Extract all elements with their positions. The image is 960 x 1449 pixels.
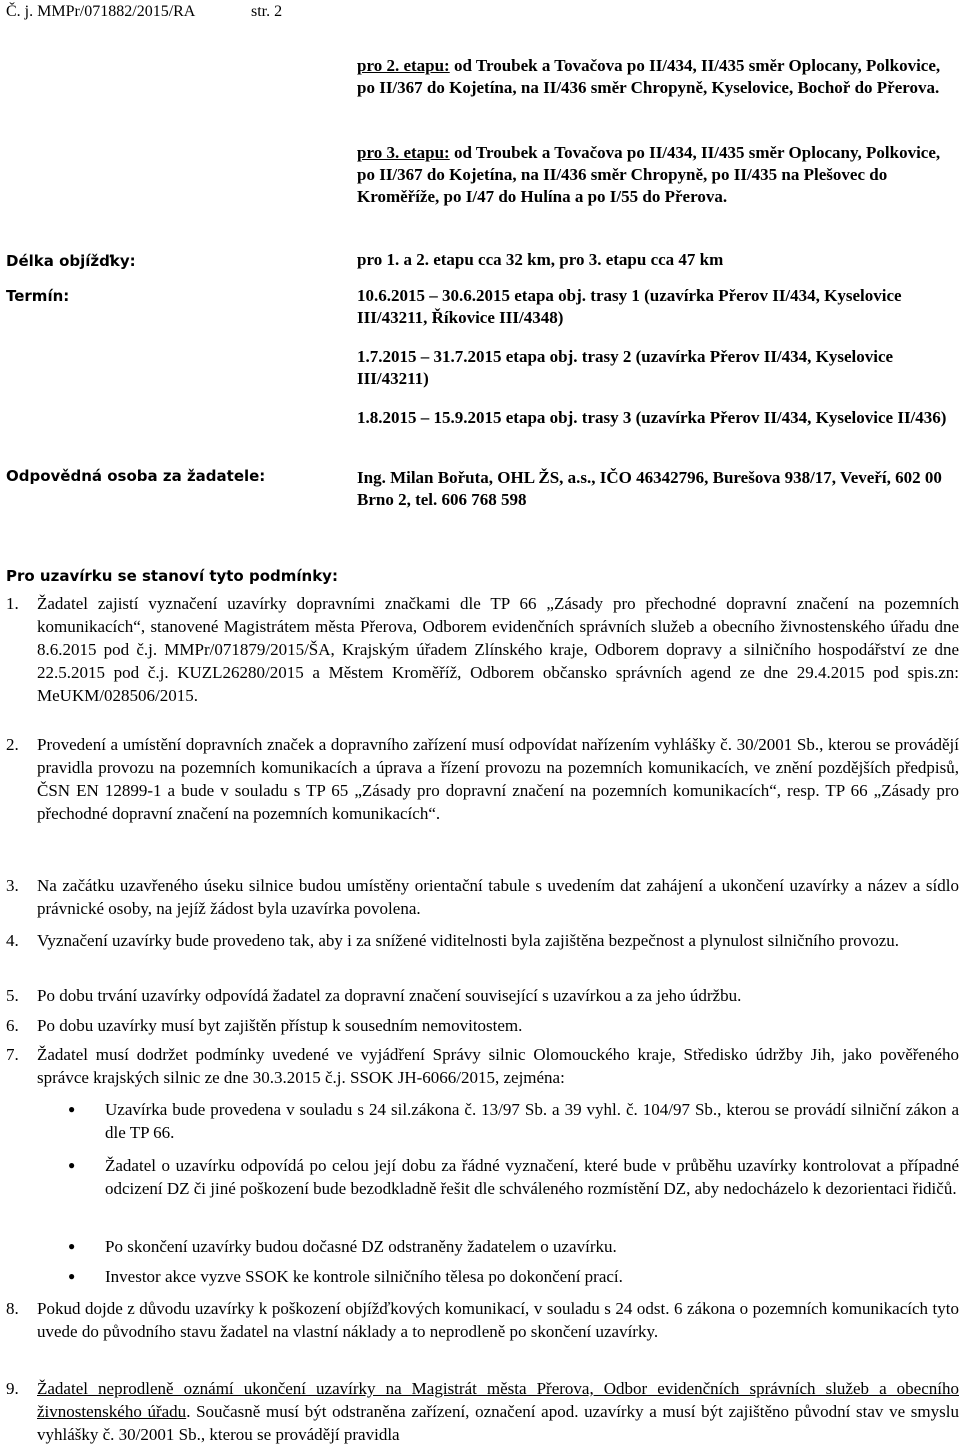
condition-4 — [6, 929, 959, 952]
condition-text: Po dobu uzavírky musí byt zajištěn přístup k sousedním nemovitostem. — [37, 1016, 523, 1035]
condition-number: 6. — [6, 1016, 19, 1035]
condition-2 — [6, 733, 959, 825]
condition-text: Po dobu trvání uzavírky odpovídá žadatel za dopravní značení související s uzavírkou a za jeho údržbu. — [37, 986, 742, 1005]
condition-8 — [6, 1297, 959, 1343]
condition-text: Vyznačení uzavírky bude provedeno tak, aby i za snížené viditelnosti byla zajištěna bezpečnost a plynulost silničního provozu. — [37, 931, 900, 950]
condition-7-bullet-2 — [68, 1154, 959, 1200]
condition-number: 4. — [6, 931, 19, 950]
condition-3 — [6, 874, 959, 920]
condition-1 — [6, 592, 959, 707]
condition-text: Pokud dojde z důvodu uzavírky k poškození objížďkových komunikací, v souladu s 24 odst. 6 zákona o pozemních komunikacích tyto uvede do původního stavu žadatel na vlastní náklady a to neprodleně po skončení uzavírky. — [37, 1299, 959, 1341]
condition-text — [37, 1377, 959, 1446]
stage-2-route — [357, 55, 957, 99]
condition-7 — [6, 1043, 959, 1089]
stage-3-label: pro 3. etapu: — [357, 143, 450, 162]
condition-6 — [6, 1014, 959, 1037]
bullet-icon: ● — [68, 1239, 76, 1253]
condition-7-bullet-1 — [68, 1098, 959, 1144]
stage-3-text: od Troubek a Tovačova po II/434, II/435 směr Oplocany, Polkovice, po II/367 do Kojetína, na II/436 směr Chropyně, po II/435 na Plešovec do Kroměříže, po I/47 do Hulína a po I/55 do Přerova. — [357, 143, 941, 206]
conditions-heading: Pro uzavírku se stanoví tyto podmínky: — [6, 567, 338, 585]
detour-length-label: Délka objížďky: — [6, 252, 136, 270]
condition-number: 8. — [6, 1299, 19, 1318]
condition-text: Na začátku uzavřeného úseku silnice budou umístěny orientační tabule s uvedením dat zahájení a ukončení uzavírky a název a sídlo právnické osoby, na jejíž žádost byla uzavírka povolena. — [37, 876, 959, 918]
bullet-text: Investor akce vyzve SSOK ke kontrole silničního tělesa po dokončení prací. — [105, 1267, 623, 1286]
page-number: str. 2 — [251, 3, 283, 20]
term-entry-3: 1.8.2015 – 15.9.2015 etapa obj. trasy 3 (uzavírka Přerov II/434, Kyselovice II/436) — [357, 408, 947, 427]
stage-3-route — [357, 142, 957, 208]
condition-number: 5. — [6, 986, 19, 1005]
bullet-text: Po skončení uzavírky budou dočasné DZ odstraněny žadatelem o uzavírku. — [105, 1237, 617, 1256]
condition-text: Provedení a umístění dopravních značek a dopravního zařízení musí odpovídat nařízením vyhlášky č. 30/2001 Sb., kterou se provádějí pravidla provozu na pozemních komunikacích a úprava a řízení provozu na pozemních komunikacích, ve znění pozdějších předpisů, ČSN EN 12899-1 a bude v souladu s TP 65 „Zásady pro dopravní značení na pozemních komunikacích“, resp. TP 66 „Zásady pro přechodné dopravní značení na pozemních komunikacích“. — [37, 735, 959, 823]
detour-length-value: pro 1. a 2. etapu cca 32 km, pro 3. etapu cca 47 km — [357, 250, 724, 269]
responsible-person-label: Odpovědná osoba za žadatele: — [6, 467, 266, 485]
stage-2-text: od Troubek a Tovačova po II/434, II/435 směr Oplocany, Polkovice, po II/367 do Kojetína, na II/436 směr Chropyně, Kyselovice, Bochoř do Přerova. — [357, 56, 941, 97]
condition-number: 2. — [6, 735, 19, 754]
reference-number: Č. j. MMPr/071882/2015/RA — [6, 3, 196, 20]
stage-2-label: pro 2. etapu: — [357, 56, 450, 75]
bullet-text: Uzavírka bude provedena v souladu s 24 sil.zákona č. 13/97 Sb. a 39 vyhl. č. 104/97 Sb., kterou se provádí silniční zákon a dle TP 66. — [105, 1100, 959, 1142]
condition-9-rest: . Současně musí být odstraněna zařízení, označení apod. uzavírky a musí být zajištěno původní stav ve smyslu vyhlášky č. 30/2001 Sb., kterou se provádějí pravidla — [37, 1402, 959, 1444]
condition-9-underlined: Žadatel neprodleně oznámí ukončení uzavírky na Magistrát města Přerova, Odbor evidenčních správních služeb a obecního živnostenského úřadu — [37, 1379, 959, 1421]
term-label: Termín: — [6, 287, 70, 305]
condition-number: 1. — [6, 594, 19, 613]
condition-7-bullet-4 — [68, 1265, 959, 1288]
condition-number: 3. — [6, 876, 19, 895]
condition-7-bullet-3 — [68, 1235, 959, 1258]
bullet-icon: ● — [68, 1269, 76, 1283]
page-header — [6, 3, 283, 21]
condition-number: 7. — [6, 1045, 19, 1064]
bullet-icon: ● — [68, 1158, 76, 1172]
condition-text: Žadatel musí dodržet podmínky uvedené ve vyjádření Správy silnic Olomouckého kraje, Středisko údržby Jih, jako pověřeného správce krajských silnic ze dne 30.3.2015 č.j. SSOK JH-6066/2015, zejména: — [37, 1045, 959, 1087]
term-entry-2: 1.7.2015 – 31.7.2015 etapa obj. trasy 2 (uzavírka Přerov II/434, Kyselovice III/43211) — [357, 347, 894, 388]
bullet-icon: ● — [68, 1102, 76, 1116]
condition-9 — [6, 1377, 959, 1446]
condition-5 — [6, 984, 959, 1007]
term-entry-1: 10.6.2015 – 30.6.2015 etapa obj. trasy 1 (uzavírka Přerov II/434, Kyselovice III/43211, Říkovice III/4348) — [357, 286, 902, 327]
condition-number: 9. — [6, 1379, 19, 1398]
bullet-text: Žadatel o uzavírku odpovídá po celou její dobu za řádné vyznačení, které bude v průběhu uzavírky kontrolovat a případné odcizení DZ či jiné poškození bude bezodkladně řešit dle schváleného rozmístění DZ, aby nedocházelo k dezorientaci řidičů. — [105, 1156, 959, 1198]
responsible-person-value: Ing. Milan Bořuta, OHL ŽS, a.s., IČO 46342796, Burešova 938/17, Veveří, 602 00 Brno 2, tel. 606 768 598 — [357, 468, 942, 509]
condition-text: Žadatel zajistí vyznačení uzavírky dopravními značkami dle TP 66 „Zásady pro přechodné dopravní značení na pozemních komunikacích“, stanovené Magistrátem města Přerova, Odborem evidenčních správních služeb a obecního živnostenského úřadu dne 8.6.2015 pod č.j. MMPr/071879/2015/ŠA, Krajským úřadem Zlínského kraje, Odborem dopravy a silničního hospodářství ze dne 22.5.2015 pod č.j. KUZL26280/2015 a Městem Kroměříž, Odborem občansko správních agend ze dne 29.4.2015 pod spis.zn: MeUKM/028506/2015. — [37, 594, 959, 705]
